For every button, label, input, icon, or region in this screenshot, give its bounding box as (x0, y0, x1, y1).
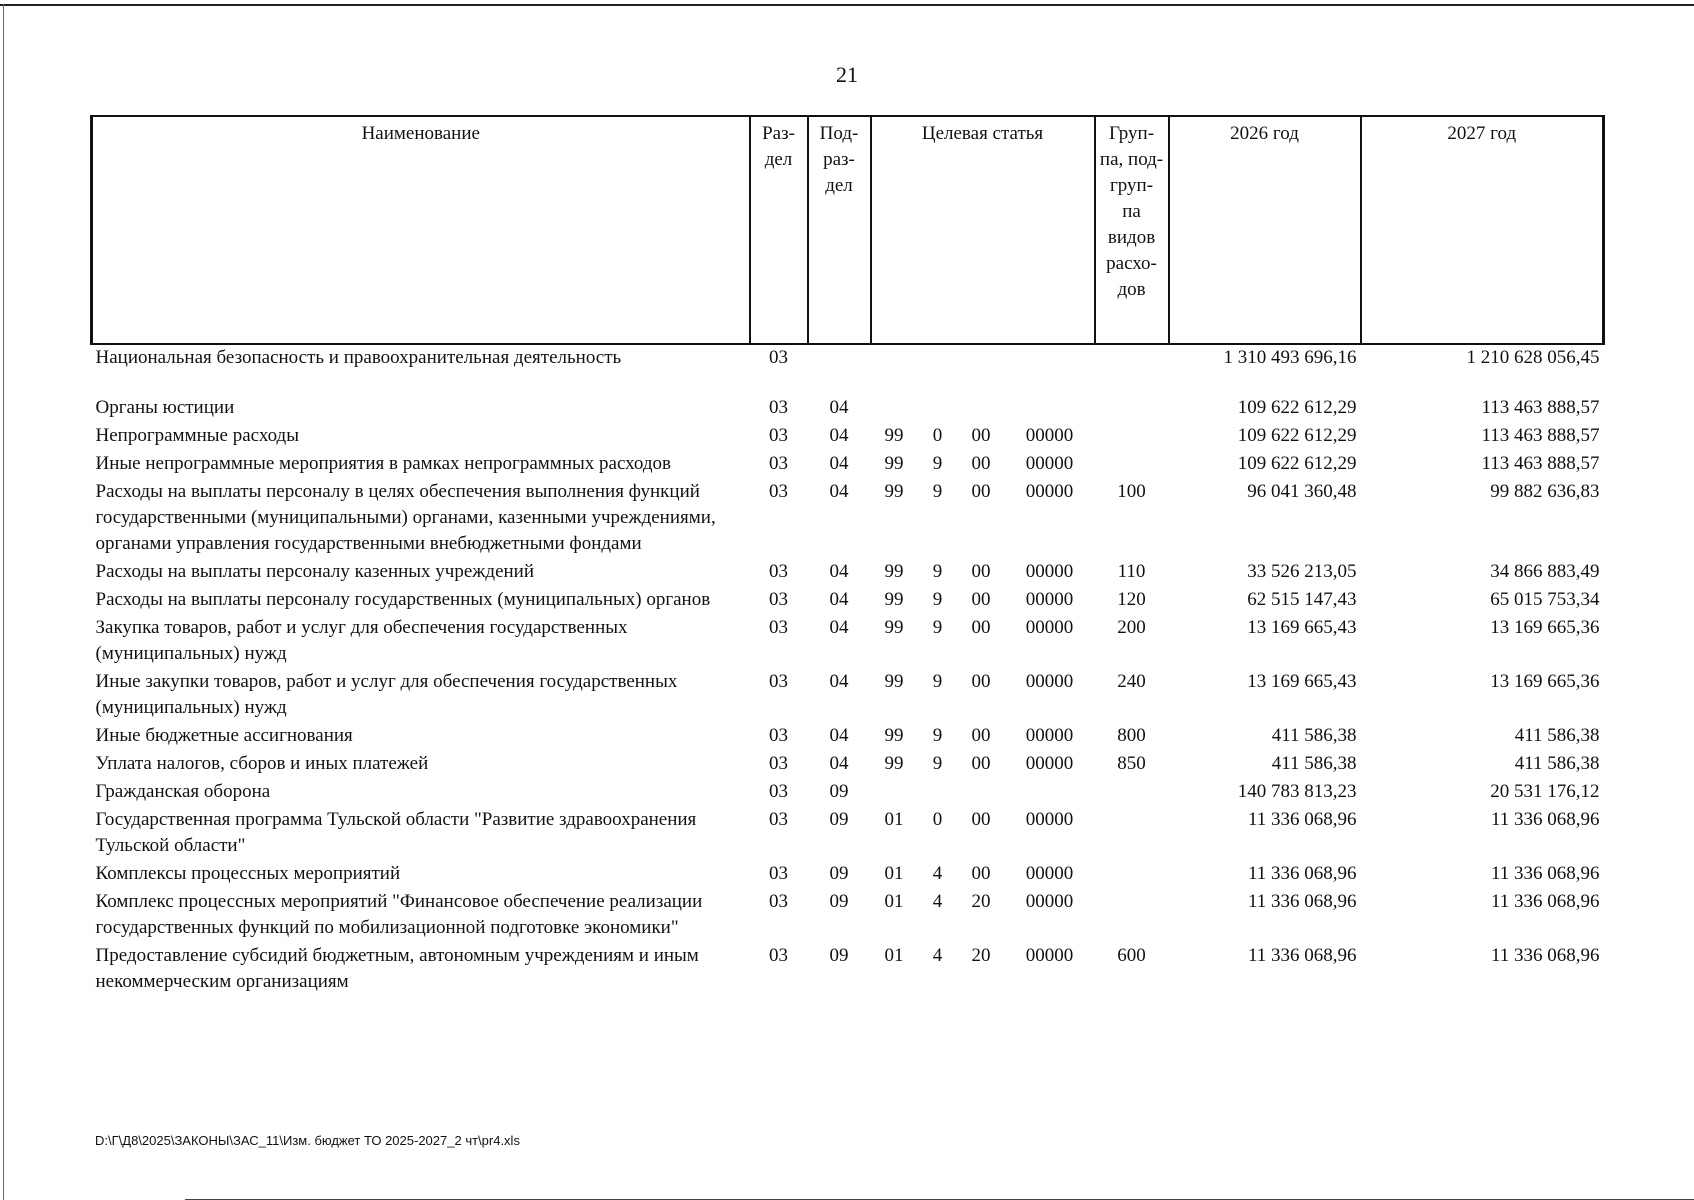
row-target-subprogram: 9 (932, 617, 943, 638)
table-row (92, 423, 1604, 451)
row-section: 03 (769, 347, 788, 368)
row-subsection: 04 (829, 561, 849, 582)
row-target-subprogram: 0 (932, 809, 943, 830)
row-target-expense: 00000 (1025, 725, 1074, 746)
row-subsection: 04 (829, 453, 849, 474)
row-subsection: 04 (829, 397, 849, 418)
row-section: 03 (769, 617, 788, 638)
row-name: Расходы на выплаты персоналу государственных (муниципальных) органов (95, 589, 711, 610)
table-row (92, 807, 1604, 861)
row-name: Национальная безопасность и правоохранительная деятельность (95, 347, 622, 368)
row-target-expense: 00000 (1025, 453, 1074, 474)
table-row (92, 751, 1604, 779)
row-amount-2026: 11 336 068,96 (1247, 945, 1357, 966)
header-subsection: Под- раз- дел (808, 116, 871, 344)
row-target-subprogram: 9 (932, 481, 943, 502)
row-amount-2026: 411 586,38 (1271, 753, 1357, 774)
row-target-expense: 00000 (1025, 617, 1074, 638)
row-expense-group: 850 (1117, 753, 1146, 774)
table-row (92, 779, 1604, 807)
table-row (92, 723, 1604, 751)
row-section: 03 (769, 945, 788, 966)
row-expense-group: 600 (1117, 945, 1146, 966)
row-target-subprogram: 4 (932, 891, 943, 912)
header-name: Наименование (92, 116, 750, 344)
row-subsection: 04 (829, 671, 849, 692)
row-target-program: 01 (884, 809, 904, 830)
row-expense-group (1095, 451, 1169, 479)
row-amount-2026: 33 526 213,05 (1247, 561, 1357, 582)
row-section: 03 (769, 589, 788, 610)
row-amount-2026: 1 310 493 696,16 (1223, 347, 1357, 368)
row-target-program: 01 (884, 891, 904, 912)
row-section: 03 (769, 481, 788, 502)
row-target-expense: 00000 (1025, 561, 1074, 582)
row-target-expense: 00000 (1025, 945, 1074, 966)
row-target-direction: 00 (971, 671, 991, 692)
row-target-expense: 00000 (1025, 589, 1074, 610)
table-row (92, 395, 1604, 423)
row-target-direction: 20 (971, 945, 991, 966)
row-amount-2027: 11 336 068,96 (1490, 945, 1600, 966)
row-expense-group: 100 (1117, 481, 1146, 502)
row-amount-2026: 109 622 612,29 (1237, 453, 1357, 474)
row-target-direction: 00 (971, 863, 991, 884)
row-amount-2027: 113 463 888,57 (1481, 453, 1600, 474)
row-target-direction (958, 344, 1005, 395)
row-section: 03 (769, 809, 788, 830)
row-target-expense (1005, 395, 1095, 423)
row-target-program: 01 (884, 945, 904, 966)
row-target-expense: 00000 (1025, 863, 1074, 884)
row-amount-2026: 11 336 068,96 (1247, 809, 1357, 830)
row-name: Иные закупки товаров, работ и услуг для обеспечения государственных (муниципальных) нужд (95, 671, 678, 718)
row-target-direction: 00 (971, 809, 991, 830)
budget-table-container (90, 115, 1602, 997)
row-target-program: 99 (884, 753, 904, 774)
page-number: 21 (836, 62, 858, 87)
row-target-program: 99 (884, 425, 904, 446)
row-amount-2027: 11 336 068,96 (1490, 891, 1600, 912)
row-target-expense (1005, 779, 1095, 807)
row-target-subprogram: 9 (932, 671, 943, 692)
row-name: Органы юстиции (95, 397, 235, 418)
row-name: Иные бюджетные ассигнования (95, 725, 353, 746)
row-amount-2026: 96 041 360,48 (1247, 481, 1357, 502)
budget-table (90, 115, 1605, 997)
row-expense-group: 240 (1117, 671, 1146, 692)
header-target-article: Целевая статья (871, 116, 1095, 344)
row-amount-2026: 109 622 612,29 (1237, 425, 1357, 446)
row-amount-2027: 1 210 628 056,45 (1466, 347, 1600, 368)
row-target-expense: 00000 (1025, 481, 1074, 502)
row-target-program: 99 (884, 671, 904, 692)
row-subsection: 09 (829, 863, 849, 884)
row-section: 03 (769, 725, 788, 746)
row-target-program (871, 779, 918, 807)
row-subsection (808, 344, 871, 395)
row-expense-group: 110 (1117, 561, 1146, 582)
row-name: Закупка товаров, работ и услуг для обеспечения государственных (муниципальных) нужд (95, 617, 628, 664)
header-section: Раз- дел (750, 116, 808, 344)
row-target-program (871, 395, 918, 423)
row-name: Уплата налогов, сборов и иных платежей (95, 753, 429, 774)
row-expense-group (1095, 344, 1169, 395)
row-target-direction: 00 (971, 453, 991, 474)
row-target-expense: 00000 (1025, 753, 1074, 774)
row-expense-group (1095, 861, 1169, 889)
row-expense-group (1095, 779, 1169, 807)
row-expense-group: 800 (1117, 725, 1146, 746)
row-amount-2026: 109 622 612,29 (1237, 397, 1357, 418)
header-year-2027: 2027 год (1361, 116, 1604, 344)
row-target-program: 99 (884, 453, 904, 474)
row-name: Комплекс процессных мероприятий "Финансовое обеспечение реализации государственных функций по мобилизационной подготовке экономики" (95, 891, 703, 938)
row-expense-group (1095, 423, 1169, 451)
row-target-expense: 00000 (1025, 671, 1074, 692)
row-section: 03 (769, 863, 788, 884)
row-subsection: 09 (829, 781, 849, 802)
row-target-program: 99 (884, 725, 904, 746)
table-row (92, 615, 1604, 669)
row-expense-group (1095, 889, 1169, 943)
row-amount-2026: 13 169 665,43 (1247, 617, 1357, 638)
row-expense-group (1095, 395, 1169, 423)
row-section: 03 (769, 453, 788, 474)
row-target-direction: 20 (971, 891, 991, 912)
table-row (92, 669, 1604, 723)
row-target-subprogram (918, 779, 958, 807)
row-target-direction (958, 395, 1005, 423)
row-expense-group: 200 (1117, 617, 1146, 638)
row-target-subprogram: 9 (932, 453, 943, 474)
row-subsection: 09 (829, 891, 849, 912)
row-name: Непрограммные расходы (95, 425, 299, 446)
row-section: 03 (769, 397, 788, 418)
row-subsection: 09 (829, 809, 849, 830)
row-amount-2026: 13 169 665,43 (1247, 671, 1357, 692)
row-amount-2026: 140 783 813,23 (1237, 781, 1357, 802)
footer-file-path: D:\Г\Д8\2025\ЗАКОНЫ\ЗАС_11\Изм. бюджет ТО 2025-2027_2 чт\pr4.xls (95, 1133, 520, 1148)
table-row (92, 451, 1604, 479)
row-target-program (871, 344, 918, 395)
frame-left-line (3, 4, 4, 1200)
row-target-expense: 00000 (1025, 809, 1074, 830)
row-amount-2026: 11 336 068,96 (1247, 891, 1357, 912)
row-name: Иные непрограммные мероприятия в рамках непрограммных расходов (95, 453, 672, 474)
row-section: 03 (769, 781, 788, 802)
header-year-2026: 2026 год (1169, 116, 1361, 344)
frame-top-line (0, 4, 1694, 6)
row-target-direction: 00 (971, 425, 991, 446)
table-body (92, 344, 1604, 997)
row-amount-2027: 411 586,38 (1514, 725, 1600, 746)
row-amount-2027: 11 336 068,96 (1490, 863, 1600, 884)
row-expense-group: 120 (1117, 589, 1146, 610)
row-target-expense: 00000 (1025, 425, 1074, 446)
row-target-subprogram: 9 (932, 725, 943, 746)
row-target-subprogram: 4 (932, 863, 943, 884)
row-name: Предоставление субсидий бюджетным, автономным учреждениям и иным некоммерческим организациям (95, 945, 699, 992)
row-target-direction (958, 779, 1005, 807)
row-name: Расходы на выплаты персоналу казенных учреждений (95, 561, 535, 582)
row-target-subprogram (918, 344, 958, 395)
row-subsection: 04 (829, 617, 849, 638)
row-target-direction: 00 (971, 589, 991, 610)
table-row (92, 559, 1604, 587)
row-target-subprogram: 9 (932, 561, 943, 582)
row-section: 03 (769, 891, 788, 912)
row-target-program: 99 (884, 561, 904, 582)
row-section: 03 (769, 425, 788, 446)
header-expense-group: Груп- па, под- груп- па видов расхо- дов (1095, 116, 1169, 344)
row-target-direction: 00 (971, 481, 991, 502)
row-target-direction: 00 (971, 753, 991, 774)
row-amount-2027: 113 463 888,57 (1481, 425, 1600, 446)
table-row (92, 889, 1604, 943)
row-name: Расходы на выплаты персоналу в целях обеспечения выполнения функций государственными (муниципальными) органами, казенными учреждениями, органами управления государственными внебюджетными фондами (95, 481, 716, 554)
row-target-direction: 00 (971, 561, 991, 582)
row-section: 03 (769, 671, 788, 692)
row-amount-2027: 11 336 068,96 (1490, 809, 1600, 830)
row-amount-2027: 65 015 753,34 (1490, 589, 1600, 610)
row-section: 03 (769, 753, 788, 774)
table-row (92, 587, 1604, 615)
row-target-expense (1005, 344, 1095, 395)
row-target-program: 99 (884, 589, 904, 610)
row-expense-group (1095, 807, 1169, 861)
table-header (92, 116, 1604, 344)
row-name: Государственная программа Тульской области "Развитие здравоохранения Тульской области" (95, 809, 697, 856)
row-name: Гражданская оборона (95, 781, 271, 802)
row-subsection: 04 (829, 589, 849, 610)
row-target-program: 01 (884, 863, 904, 884)
row-target-subprogram: 9 (932, 589, 943, 610)
row-amount-2027: 113 463 888,57 (1481, 397, 1600, 418)
row-target-subprogram (918, 395, 958, 423)
row-target-program: 99 (884, 481, 904, 502)
row-subsection: 09 (829, 945, 849, 966)
row-subsection: 04 (829, 481, 849, 502)
row-subsection: 04 (829, 725, 849, 746)
row-amount-2027: 20 531 176,12 (1490, 781, 1600, 802)
row-target-subprogram: 9 (932, 753, 943, 774)
row-target-program: 99 (884, 617, 904, 638)
row-target-subprogram: 4 (932, 945, 943, 966)
row-amount-2027: 99 882 636,83 (1490, 481, 1600, 502)
row-target-subprogram: 0 (932, 425, 943, 446)
row-amount-2026: 411 586,38 (1271, 725, 1357, 746)
table-row (92, 861, 1604, 889)
row-section: 03 (769, 561, 788, 582)
table-row (92, 943, 1604, 997)
table-row (92, 344, 1604, 395)
row-amount-2027: 34 866 883,49 (1490, 561, 1600, 582)
row-subsection: 04 (829, 753, 849, 774)
row-target-expense: 00000 (1025, 891, 1074, 912)
row-amount-2027: 411 586,38 (1514, 753, 1600, 774)
table-row (92, 479, 1604, 559)
row-amount-2027: 13 169 665,36 (1490, 617, 1600, 638)
row-amount-2026: 62 515 147,43 (1247, 589, 1357, 610)
row-subsection: 04 (829, 425, 849, 446)
row-amount-2026: 11 336 068,96 (1247, 863, 1357, 884)
row-target-direction: 00 (971, 725, 991, 746)
row-name: Комплексы процессных мероприятий (95, 863, 401, 884)
row-target-direction: 00 (971, 617, 991, 638)
row-amount-2027: 13 169 665,36 (1490, 671, 1600, 692)
